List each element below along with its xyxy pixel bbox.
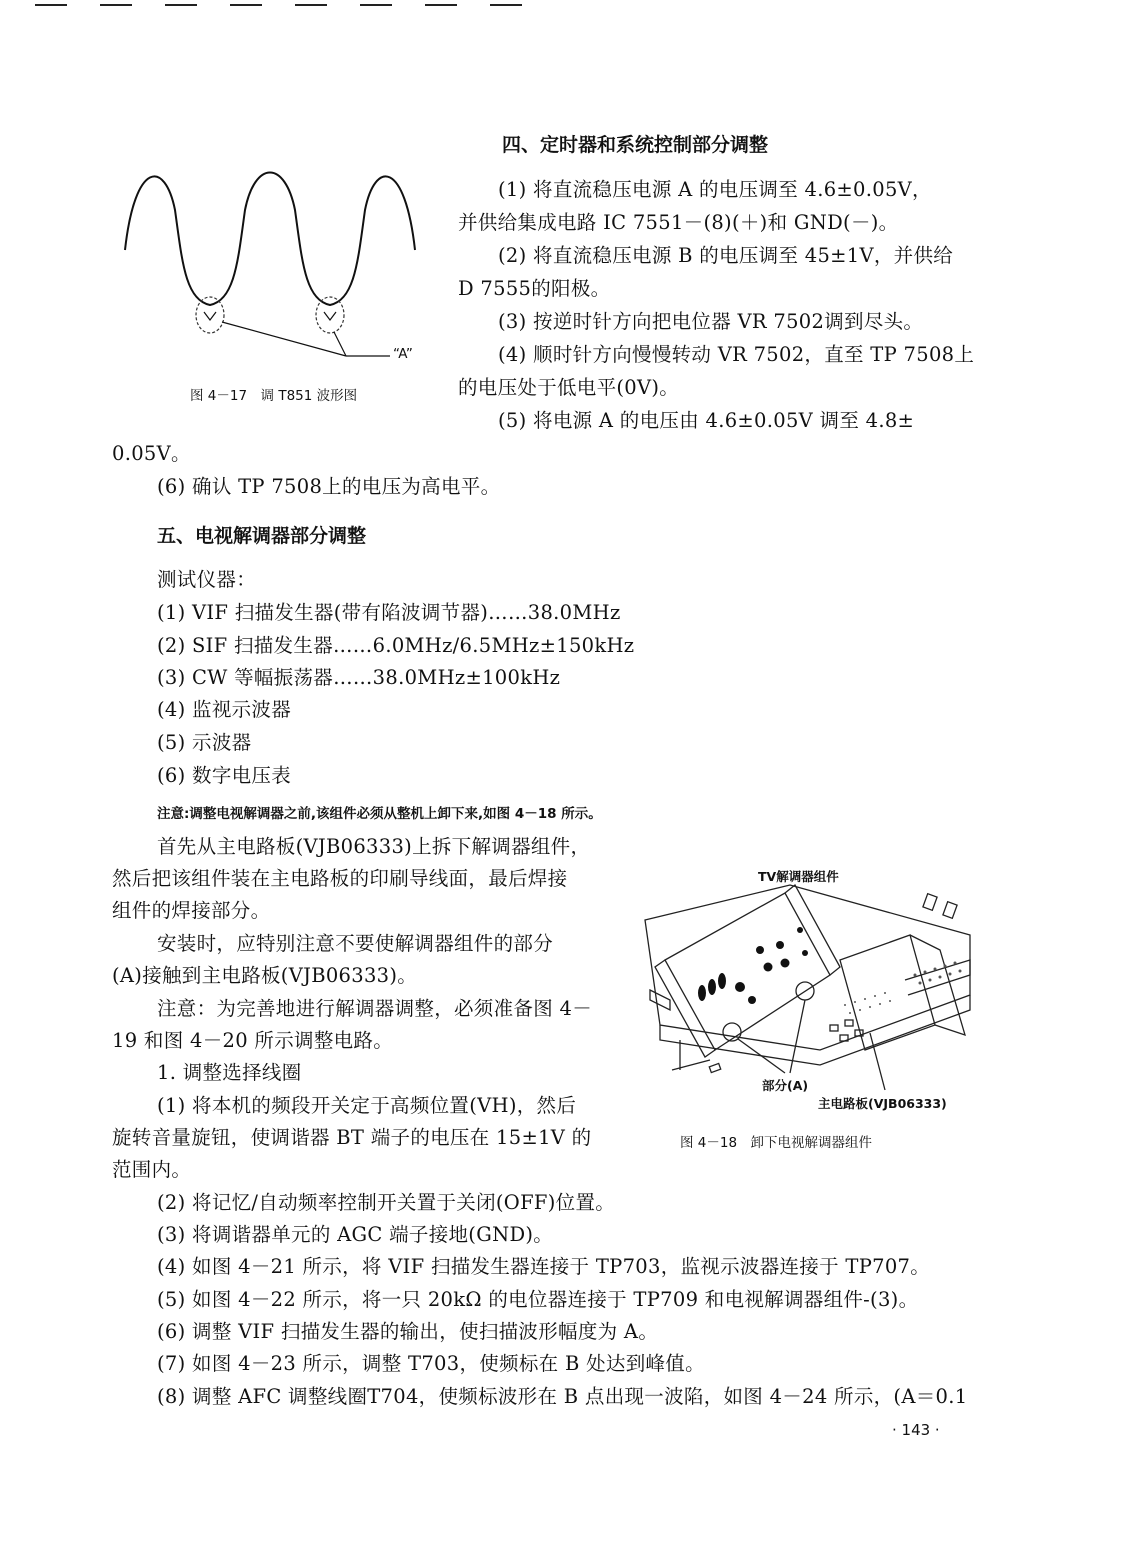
scan-mark xyxy=(295,4,327,6)
text-line: (5) 如图 4－22 所示，将一只 20kΩ 的电位器连接于 TP709 和电视解调器组件-(3)。 xyxy=(157,1288,919,1311)
figure418-label-top: TV解调器组件 xyxy=(758,869,839,884)
text-line: 0.05V。 xyxy=(112,442,191,465)
figure417-label-a: “A” xyxy=(393,346,413,362)
figure417-caption: 图 4－17 调 T851 波形图 xyxy=(190,388,358,404)
subsection-title: 1. 调整选择线圈 xyxy=(157,1061,302,1084)
leader-line xyxy=(222,322,346,356)
text-line: (1) 将本机的频段开关定于高频位置(VH)，然后 xyxy=(157,1094,577,1117)
text-line: (A)接触到主电路板(VJB06333)。 xyxy=(112,964,418,987)
text-line: (8) 调整 AFC 调整线圈T704，使频标波形在 B 点出现一波陷，如图 4－24 所示，(A＝0.1 xyxy=(157,1385,968,1408)
instrument-item: (3) CW 等幅振荡器……38.0MHz±100kHz xyxy=(157,666,561,689)
text-line: 并供给集成电路 IC 7551－(8)(＋)和 GND(－)。 xyxy=(458,211,899,234)
text-line: 然后把该组件装在主电路板的印刷导线面，最后焊接 xyxy=(112,867,568,890)
instruments-title: 测试仪器： xyxy=(157,568,257,591)
text-line: 首先从主电路板(VJB06333)上拆下解调器组件， xyxy=(157,835,591,858)
instrument-item: (2) SIF 扫描发生器……6.0MHz/6.5MHz±150kHz xyxy=(157,634,635,657)
figure418-label-part: 部分(A) xyxy=(762,1078,809,1093)
scan-mark xyxy=(35,4,67,6)
demodulator-module-drawing xyxy=(640,875,975,1090)
waveform-curve xyxy=(125,173,415,306)
text-line: 注意：为完善地进行解调器调整，必须准备图 4－ xyxy=(157,997,593,1020)
instrument-item: (5) 示波器 xyxy=(157,731,252,754)
text-line: (5) 将电源 A 的电压由 4.6±0.05V 调至 4.8± xyxy=(498,409,915,432)
text-line: (1) 将直流稳压电源 A 的电压调至 4.6±0.05V， xyxy=(498,178,932,201)
text-line: 安装时，应特别注意不要使解调器组件的部分 xyxy=(157,932,554,955)
text-line: (4) 如图 4－21 所示，将 VIF 扫描发生器连接于 TP703，监视示波器连接于 TP707。 xyxy=(157,1255,931,1278)
text-line: (3) 将调谐器单元的 AGC 端子接地(GND)。 xyxy=(157,1223,554,1246)
text-line: (6) 调整 VIF 扫描发生器的输出，使扫描波形幅度为 A。 xyxy=(157,1320,659,1343)
text-line: (2) 将记忆/自动频率控制开关置于关闭(OFF)位置。 xyxy=(157,1191,616,1214)
page-number: · 143 · xyxy=(892,1421,940,1439)
section4-heading: 四、定时器和系统控制部分调整 xyxy=(502,134,769,156)
instrument-item: (6) 数字电压表 xyxy=(157,764,292,787)
text-line: 旋转音量旋钮，使调谐器 BT 端子的电压在 15±1V 的 xyxy=(112,1126,592,1149)
text-line: 19 和图 4－20 所示调整电路。 xyxy=(112,1029,394,1052)
scan-mark xyxy=(230,4,262,6)
text-line: 组件的焊接部分。 xyxy=(112,899,271,922)
removal-note: 注意:调整电视解调器之前,该组件必须从整机上卸下来,如图 4－18 所示。 xyxy=(157,806,602,822)
figure418-caption: 图 4－18 卸下电视解调器组件 xyxy=(680,1135,873,1151)
instrument-item: (1) VIF 扫描发生器(带有陷波调节器)……38.0MHz xyxy=(157,601,621,624)
figure418-label-board: 主电路板(VJB06333) xyxy=(818,1096,947,1111)
text-line: (3) 按逆时针方向把电位器 VR 7502调到尽头。 xyxy=(498,310,924,333)
dip-circle-right xyxy=(316,297,344,333)
instrument-item: (4) 监视示波器 xyxy=(157,698,292,721)
text-line: (2) 将直流稳压电源 B 的电压调至 45±1V，并供给 xyxy=(498,244,954,267)
text-line: 的电压处于低电平(0V)。 xyxy=(458,376,680,399)
scan-mark xyxy=(490,4,522,6)
text-line: D 7555的阳极。 xyxy=(458,277,611,300)
scan-mark xyxy=(360,4,392,6)
leader-line xyxy=(334,332,346,356)
text-line: (6) 确认 TP 7508上的电压为高电平。 xyxy=(157,475,501,498)
section5-heading: 五、电视解调器部分调整 xyxy=(157,525,367,547)
scan-mark xyxy=(165,4,197,6)
scan-mark xyxy=(100,4,132,6)
scan-mark xyxy=(425,4,457,6)
text-line: 范围内。 xyxy=(112,1158,192,1181)
text-line: (7) 如图 4－23 所示，调整 T703，使频标在 B 处达到峰值。 xyxy=(157,1352,705,1375)
text-line: (4) 顺时针方向慢慢转动 VR 7502，直至 TP 7508上 xyxy=(498,343,975,366)
dip-circle-left xyxy=(196,297,224,333)
waveform-figure xyxy=(110,170,440,370)
